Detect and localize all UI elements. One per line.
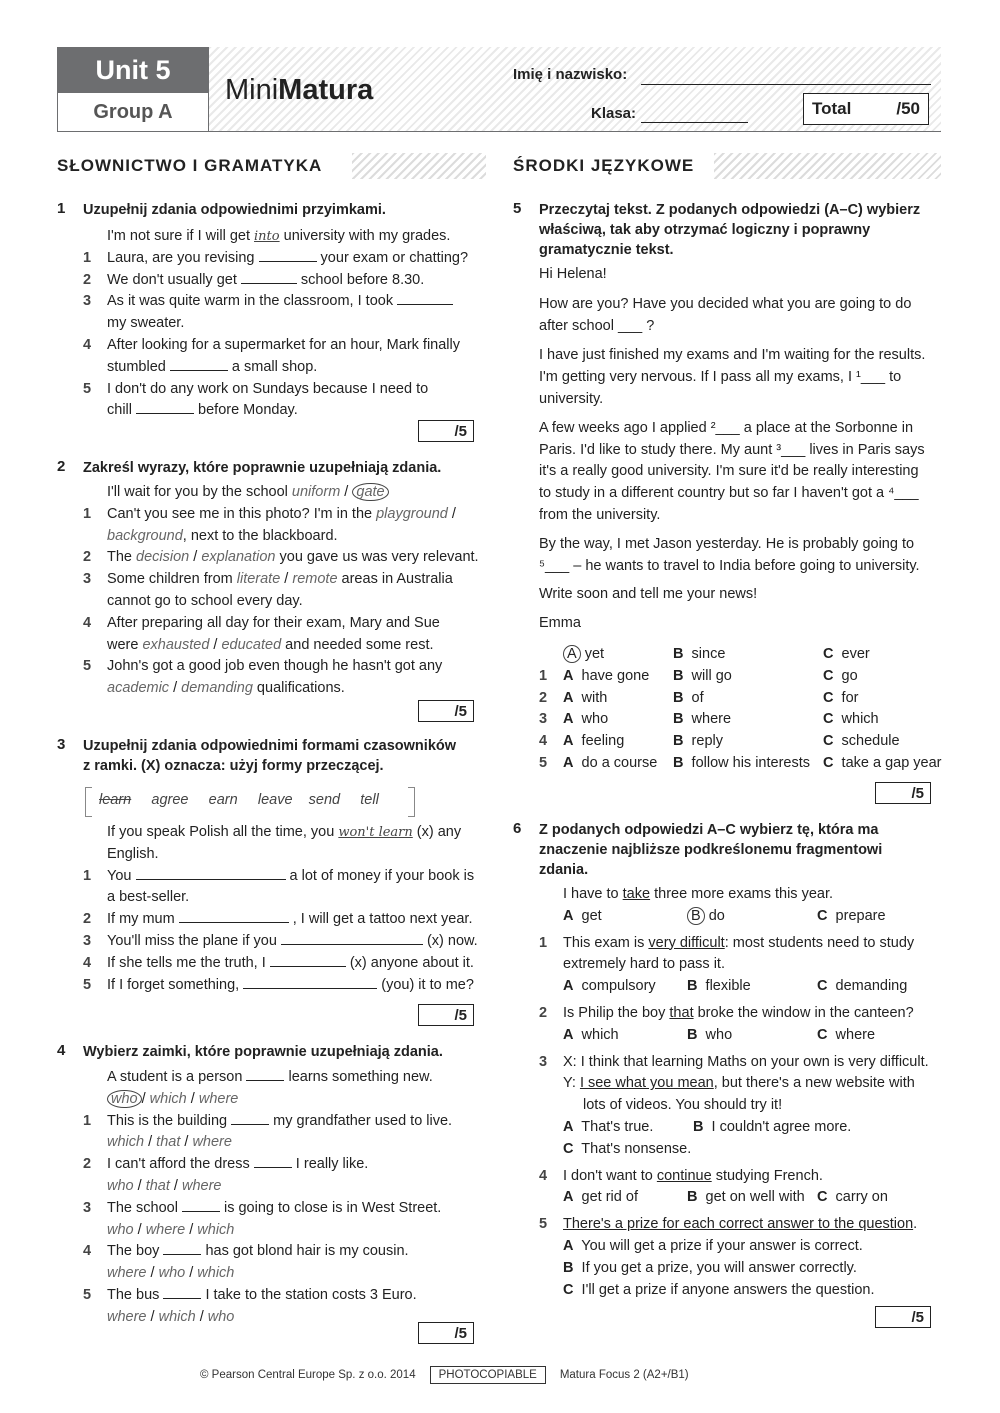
question-2-body — [83, 482, 493, 700]
circled-answer: gate — [352, 483, 388, 501]
example-line: I'm not sure if I will get into university with my grades. — [107, 228, 451, 244]
option-word[interactable]: which — [197, 1265, 235, 1282]
option-a[interactable]: A feeling — [563, 733, 625, 750]
list-item: cannot go to school every day. — [107, 592, 303, 609]
class-field[interactable] — [641, 121, 748, 123]
list-item: chill before Monday. — [107, 402, 298, 419]
circled-answer: who — [107, 1090, 142, 1108]
name-field[interactable] — [641, 83, 931, 85]
option-b[interactable]: B I couldn't agree more. — [693, 1118, 852, 1135]
option-list: where / which / who — [107, 1308, 235, 1325]
circled-answer: A — [563, 645, 581, 663]
question-number: 2 — [57, 458, 66, 475]
list-item: 2 We don't usually get school before 8.30. — [83, 271, 425, 288]
list-item: were exhausted / educated and needed some rest. — [107, 636, 434, 653]
list-item: 1 This exam is very difficult: most students need to study — [539, 934, 915, 951]
option-word[interactable]: which — [197, 1221, 235, 1238]
answer-blank[interactable] — [136, 867, 286, 880]
score-box: /5 — [418, 700, 474, 722]
answer-blank[interactable] — [254, 1155, 292, 1168]
option-c[interactable]: C take a gap year — [823, 754, 942, 771]
option-word[interactable]: which — [158, 1308, 196, 1325]
option-word[interactable]: explanation — [201, 549, 276, 566]
option-b[interactable]: B will go — [673, 667, 732, 684]
word-option: agree — [151, 792, 189, 808]
answer-blank[interactable] — [243, 976, 377, 989]
book-title: Matura Focus 2 (A2+/B1) — [559, 1369, 689, 1381]
option-word[interactable]: literate — [236, 571, 281, 588]
question-number: 4 — [57, 1042, 66, 1059]
list-item: 1 This is the building my grandfather used to live. — [83, 1112, 453, 1129]
option-a[interactable]: A who — [563, 711, 609, 728]
word-option: learn — [99, 792, 132, 808]
option-c[interactable]: C which — [823, 711, 879, 728]
list-item: 2 The decision / explanation you gave us was very relevant. — [83, 549, 479, 566]
option-a[interactable]: A with — [563, 689, 608, 706]
list-item: background, next to the blackboard. — [107, 527, 338, 544]
list-item: 4 If she tells me the truth, I (x) anyone about it. — [83, 954, 474, 971]
option-c[interactable]: C I'll get a prize if anyone answers the question. — [563, 1281, 875, 1298]
option-word[interactable]: who — [107, 1221, 134, 1238]
question-number: 1 — [57, 200, 66, 217]
option-b[interactable]: B reply — [673, 733, 723, 750]
option-word[interactable]: academic — [107, 680, 170, 697]
example-options: who / which / where — [83, 1089, 493, 1111]
option-a[interactable]: A That's true. — [563, 1118, 654, 1135]
option-list: which / that / where — [107, 1134, 232, 1151]
option-b[interactable]: B flexible — [687, 978, 751, 995]
group-label: Group A — [57, 93, 209, 132]
question-title: Zakreśl wyrazy, które poprawnie uzupełniają zdania. — [83, 460, 442, 476]
example-answer: into — [254, 229, 280, 244]
option-c[interactable]: C for — [823, 689, 859, 706]
option-c[interactable]: C That's nonsense. — [563, 1140, 692, 1157]
option-c[interactable]: C carry on — [817, 1189, 888, 1206]
total-label: Total — [812, 99, 852, 118]
section-title-vocab: SŁOWNICTWO I GRAMATYKA — [57, 156, 323, 175]
answer-blank — [246, 1068, 284, 1081]
name-label: Imię i nazwisko: — [513, 66, 628, 83]
answer-blank[interactable] — [231, 1112, 269, 1125]
list-item: 3 You'll miss the plane if you (x) now. — [83, 932, 478, 949]
circled-answer: B — [687, 907, 705, 925]
list-item: 4 I don't want to continue studying French. — [539, 1167, 823, 1184]
answer-blank[interactable] — [259, 249, 317, 262]
total-box — [803, 93, 929, 125]
answer-blank[interactable] — [182, 1199, 220, 1212]
option-list: where / who / which — [107, 1265, 235, 1282]
question-title: Przeczytaj tekst. Z podanych odpowiedzi (A–C) wybierz właściwą, tak aby otrzymać logiczny i poprawny gramatycznie tekst. — [539, 202, 921, 258]
list-item: my sweater. — [107, 315, 185, 332]
example-line: I have to take three more exams this year. — [563, 886, 834, 902]
unit-label: Unit 5 — [57, 47, 209, 93]
option-row — [539, 976, 944, 998]
option-word[interactable]: exhausted — [142, 636, 210, 653]
option-a[interactable]: A have gone — [563, 667, 650, 684]
question-4-body — [83, 1067, 493, 1329]
option-a[interactable]: A compulsory — [563, 978, 656, 995]
option-word[interactable]: where — [145, 1221, 186, 1238]
list-item: 2 Is Philip the boy that broke the window in the canteen? — [539, 1004, 914, 1021]
option-row — [539, 1187, 944, 1209]
answer-blank[interactable] — [241, 271, 297, 284]
option-word[interactable]: which — [107, 1134, 145, 1151]
score-box: /5 — [418, 1004, 474, 1026]
signature: Emma — [539, 615, 581, 632]
option-b[interactable]: B where — [673, 711, 732, 728]
question-3-body — [83, 822, 493, 996]
option-b[interactable]: B If you get a prize, you will answer correctly. — [563, 1259, 857, 1276]
greeting: Hi Helena! — [539, 266, 607, 282]
list-item: extremely hard to pass it. — [563, 956, 725, 973]
list-item: 1 Laura, are you revising your exam or chatting? — [83, 249, 469, 266]
header-divider — [57, 131, 941, 132]
bracket-left — [85, 787, 92, 817]
list-item: 1 Can't you see me in this photo? I'm in the playground / — [83, 505, 456, 522]
option-word[interactable]: who — [207, 1308, 235, 1325]
option-word[interactable]: where — [192, 1134, 232, 1151]
list-item: 5 I don't do any work on Sundays because I need to — [83, 380, 429, 397]
option-word[interactable]: where — [107, 1308, 147, 1325]
list-item: stumbled a small shop. — [107, 358, 318, 375]
class-label: Klasa: — [591, 105, 637, 122]
question-title: Z podanych odpowiedzi A–C wybierz tę, która ma znaczenie najbliższe podkreślonemu fragmentowi zdania. — [539, 822, 883, 878]
list-item: 3 X: I think that learning Maths on your own is very difficult. — [539, 1053, 929, 1070]
question-number: 6 — [513, 820, 522, 837]
section-title-language: ŚRODKI JĘZYKOWE — [513, 156, 695, 175]
section-stripe — [352, 153, 486, 179]
option-b[interactable]: B of — [673, 689, 704, 706]
word-option: send — [308, 792, 341, 808]
question-number: 3 — [57, 736, 66, 753]
option-c[interactable]: C go — [823, 667, 858, 684]
footer — [200, 1366, 689, 1384]
list-item: Y: I see what you mean, but there's a new website with — [563, 1075, 915, 1092]
list-item: a best-seller. — [107, 889, 190, 906]
question-1-body — [83, 226, 493, 422]
answer-blank[interactable] — [179, 910, 289, 923]
question-6-body — [539, 884, 944, 1301]
letter-text: Hi Helena! How are you? Have you decided what you are going to do after school ___ ? I have just finished my exams and I'm waiting for the results. I'm getting very nervous. If I pass all my exams, I ¹___ to university. A few weeks ago I applied ²___ a place at the Sorbonne in Paris. I'd like to study there. My aunt ³___ lives in Paris says it's a really good university. I'm sure it'd be really interesting to study in a different country but so far I haven't got a ⁴___ from the university. By the way, I met Jason yesterday. He is probably going to ⁵___ – he wants to travel to India before going to university. Write soon and tell me your news! Emma — [539, 264, 944, 635]
example-answer: won't learn — [338, 825, 413, 840]
total-value: /50 — [896, 99, 920, 118]
list-item: 3 The school is going to close is in West Street. — [83, 1199, 442, 1216]
option-row: 1 A have gone B will go C go — [539, 666, 944, 688]
option-a[interactable]: A do a course — [563, 754, 658, 771]
option-a[interactable]: A which — [563, 1026, 619, 1043]
list-item: 5 John's got a good job even though he hasn't got any — [83, 658, 443, 675]
score-box: /5 — [418, 420, 474, 442]
question-title: Uzupełnij zdania odpowiednimi formami czasowników z ramki. (X) oznacza: użyj formy przeczącej. — [83, 738, 457, 774]
list-item: 2 I can't afford the dress I really like. — [83, 1156, 369, 1173]
option-row — [539, 1139, 944, 1161]
answer-blank[interactable] — [163, 1286, 201, 1299]
option-word[interactable]: where — [107, 1265, 147, 1282]
option-word[interactable]: demanding — [181, 680, 253, 697]
option-word[interactable]: where — [181, 1177, 222, 1194]
score-box: /5 — [875, 782, 931, 804]
option-word[interactable]: remote — [292, 571, 338, 588]
option-c[interactable]: C schedule — [823, 733, 900, 750]
list-item: 2 If my mum , I will get a tattoo next year. — [83, 911, 473, 928]
word-option: earn — [208, 792, 238, 808]
answer-blank[interactable] — [170, 358, 228, 371]
option-row: 2 A with B of C for — [539, 688, 944, 710]
question-title: Wybierz zaimki, które poprawnie uzupełniają zdania. — [83, 1044, 443, 1060]
option-word[interactable]: who — [158, 1265, 186, 1282]
option-list: who / where / which — [107, 1221, 235, 1238]
option-a[interactable]: A get rid of — [563, 1189, 638, 1206]
option-word[interactable]: playground — [376, 505, 448, 522]
option-word[interactable]: educated — [221, 636, 282, 653]
copyright: © Pearson Central Europe Sp. z o.o. 2014 — [200, 1369, 416, 1381]
option-word[interactable]: background — [107, 527, 183, 544]
list-item: 3 Some children from literate / remote areas in Australia — [83, 571, 453, 588]
example-line: English. — [107, 845, 159, 862]
option-row — [539, 1117, 944, 1139]
option-row: 5 A do a course B follow his interests C take a gap year — [539, 753, 944, 775]
option-row — [539, 1280, 944, 1302]
option-row: A yet B since C ever — [539, 644, 944, 666]
answer-blank[interactable] — [281, 932, 423, 945]
word-option: tell — [360, 792, 379, 808]
list-item: 5 There's a prize for each correct answer to the question. — [539, 1216, 918, 1233]
example-line: A student is a person learns something new. — [107, 1069, 433, 1085]
section-stripe — [714, 153, 941, 179]
bracket-right — [408, 787, 415, 817]
option-b[interactable]: B who — [687, 1026, 733, 1043]
option-row — [539, 1258, 944, 1280]
q5-options — [539, 644, 944, 775]
photocopiable-badge: PHOTOCOPIABLE — [430, 1366, 546, 1384]
option-b[interactable]: B get on well with — [687, 1189, 805, 1206]
list-item: 3 As it was quite warm in the classroom, I took — [83, 291, 493, 313]
option-row: 3 A who B where C which — [539, 709, 944, 731]
option-word[interactable]: that — [156, 1134, 181, 1151]
option-row — [539, 1236, 944, 1258]
option-row: 4 A feeling B reply C schedule — [539, 731, 944, 753]
list-item: 4 After looking for a supermarket for an hour, Mark finally — [83, 336, 460, 353]
option-list: who / that / where — [107, 1177, 222, 1194]
option-word[interactable]: that — [145, 1177, 170, 1194]
list-item: 4 After preparing all day for their exam, Mary and Sue — [83, 614, 440, 631]
option-word[interactable]: who — [107, 1177, 134, 1194]
option-c[interactable]: C where — [817, 1026, 876, 1043]
list-item: 5 The bus I take to the station costs 3 Euro. — [83, 1286, 417, 1303]
answer-blank[interactable] — [163, 1242, 201, 1255]
answer-blank[interactable] — [397, 292, 453, 305]
brand-logo: MiniMatura — [225, 74, 374, 106]
question-title: Uzupełnij zdania odpowiednimi przyimkami. — [83, 202, 386, 218]
list-item: 4 The boy has got blond hair is my cousin. — [83, 1243, 409, 1260]
answer-blank[interactable] — [270, 954, 346, 967]
option-c[interactable]: C demanding — [817, 978, 908, 995]
word-box — [85, 787, 415, 817]
option-row — [539, 1025, 944, 1047]
score-box: /5 — [875, 1306, 931, 1328]
score-box: /5 — [418, 1322, 474, 1344]
list-item: lots of videos. You should try it! — [583, 1097, 783, 1114]
example-line: I'll wait for you by the school uniform / gate — [83, 482, 493, 504]
question-number: 5 — [513, 200, 522, 217]
option-b[interactable]: B follow his interests — [673, 754, 811, 771]
answer-blank[interactable] — [136, 401, 194, 414]
option-row: A get B do C prepare — [563, 907, 886, 924]
word-option: leave — [257, 792, 293, 808]
list-item: 1 You a lot of money if your book is — [83, 867, 475, 884]
option-a[interactable]: A You will get a prize if your answer is correct. — [563, 1237, 863, 1254]
list-item: academic / demanding qualifications. — [107, 680, 345, 697]
example-line: If you speak Polish all the time, you won't learn (x) any — [107, 824, 462, 840]
list-item: 5 If I forget something, (you) it to me? — [83, 976, 474, 993]
option-word[interactable]: decision — [136, 549, 190, 566]
